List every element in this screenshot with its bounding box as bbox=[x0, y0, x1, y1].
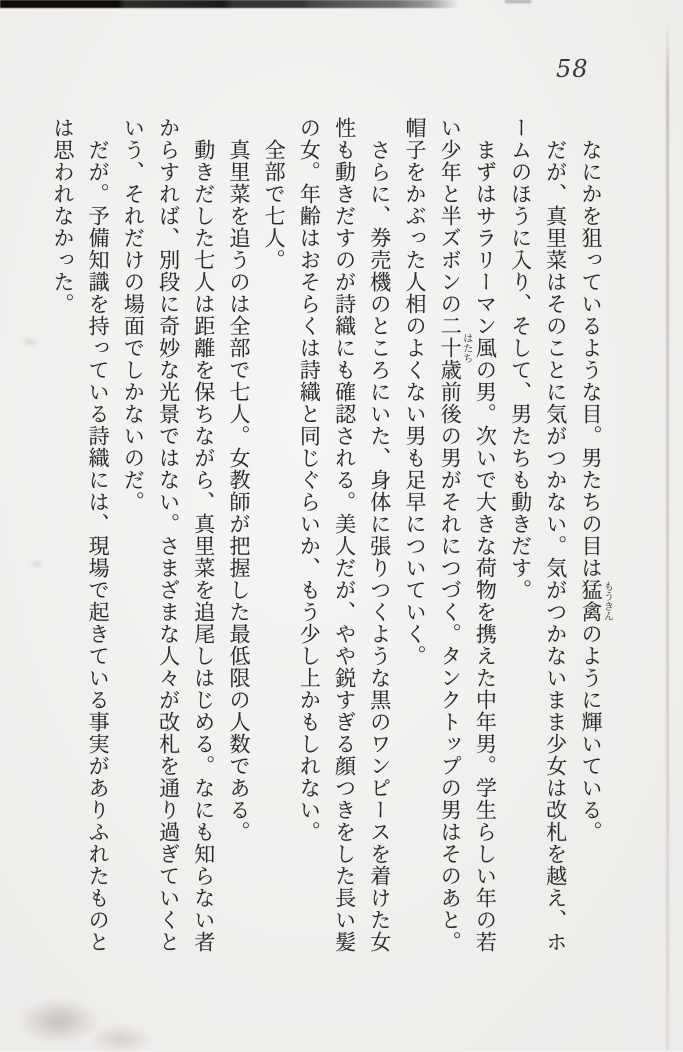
furigana: もうきん bbox=[601, 579, 613, 623]
paragraph: まずはサラリーマン風の男。次いで大きな荷物を携えた中年男。学生らしい年の若い少年と半ズボンの二十歳はたち前後の男がそれにつづく。タンクトップの男はそのあと。帽子をかぶった人相のよくない男も足早についていく。 bbox=[402, 117, 498, 953]
furigana: はたち bbox=[460, 315, 472, 381]
paragraph: だが。予備知識を持っている詩織には、現場で起きている事実がありふれたものとは思われなかった。 bbox=[50, 117, 111, 953]
page-number: 58 bbox=[556, 55, 589, 83]
paragraph: 動きだした七人は距離を保ちながら、真里菜を追尾しはじめる。なにも知らない者からすれば、別段に奇妙な光景ではない。さまざまな人々が改札を通り過ぎていくという、それだけの場面でしかないのだ。 bbox=[121, 117, 216, 953]
scan-artifact-right-line bbox=[666, 22, 669, 1050]
text-block bbox=[48, 117, 612, 963]
paragraph: さらに、券売機のところにいた、身体に張りつくような黒のワンピースを着けた女性も動きだすのが詩織にも確認される。美人だが、やや鋭すぎる顔つきをした長い髪の女。年齢はおそらくは詩織と同じぐらいか、もう少し上かもしれない。 bbox=[297, 117, 392, 953]
scan-artifact-top-tick bbox=[505, 0, 531, 3]
ruby-annotated-word: 猛禽もうきん bbox=[579, 579, 613, 623]
scan-artifact-speck bbox=[22, 338, 38, 346]
scan-artifact-speck bbox=[30, 560, 44, 568]
paragraph: 真里菜を追うのは全部で七人。女教師が把握した最低限の人数である。 bbox=[226, 139, 251, 843]
scan-artifact-smudge bbox=[90, 1026, 152, 1052]
paragraph: なにかを狙っているような目。男たちの目は猛禽もうきんのように輝いている。 bbox=[579, 139, 613, 843]
ruby-annotated-word: 二十歳はたち bbox=[438, 315, 472, 381]
paragraph: だが、真里菜はそのことに気がつかない。気がつかないまま少女は改札を越え、ホームのほうに入り、そして、男たちも動きだす。 bbox=[508, 117, 568, 953]
paragraph: 全部で七人。 bbox=[262, 139, 287, 271]
scan-artifact-smudge bbox=[18, 998, 100, 1044]
scan-artifact-top-edge bbox=[0, 0, 460, 8]
